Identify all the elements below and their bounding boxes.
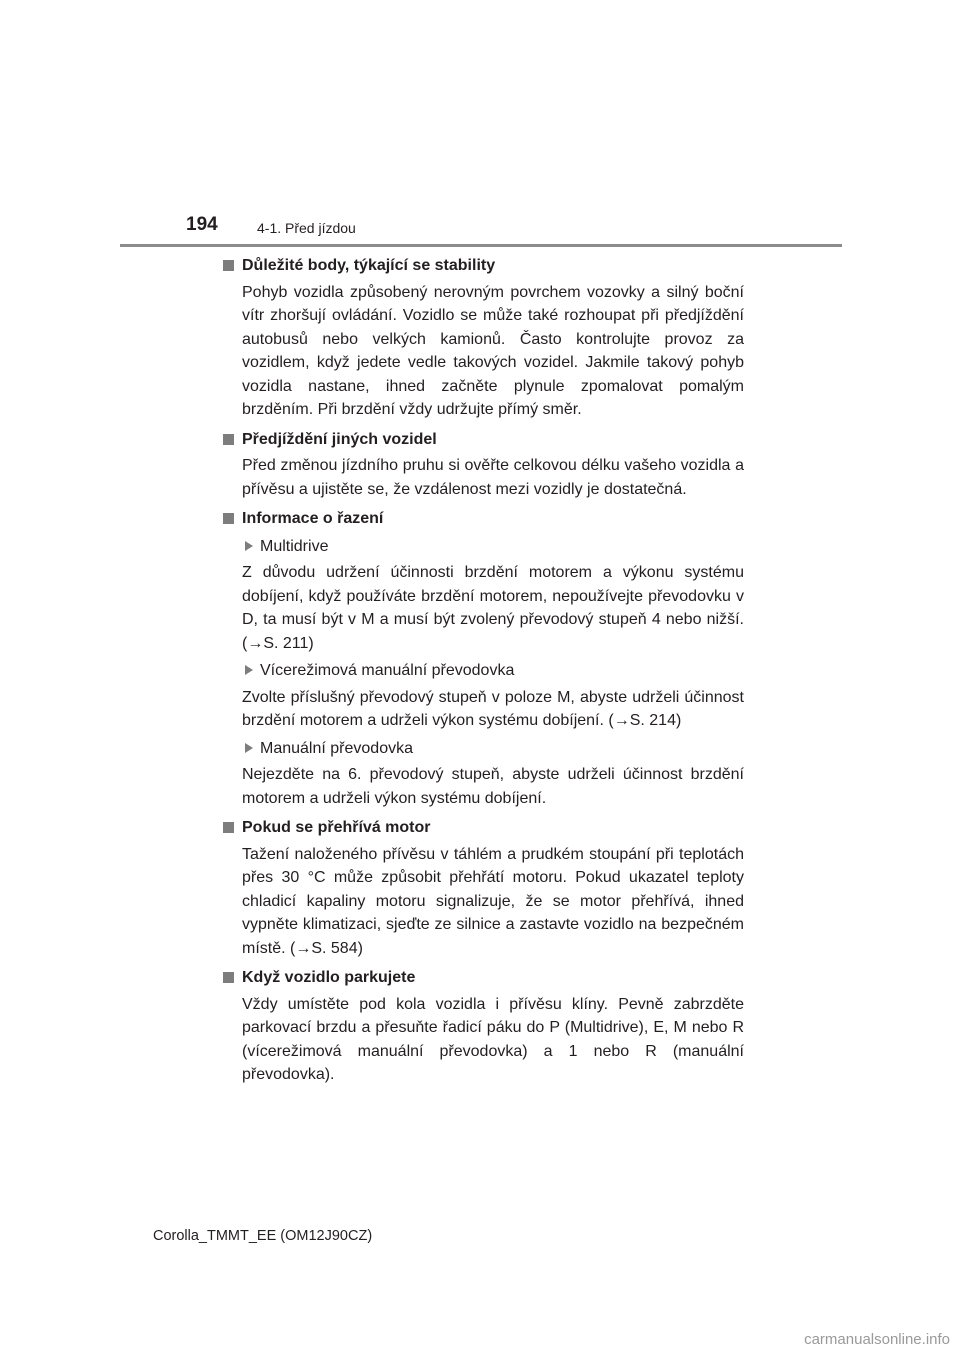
page-number: 194 xyxy=(186,214,218,235)
section-paragraph: Zvolte příslušný převodový stupeň v poloze M, abyste udrželi účinnost brzdění motorem a udrželi výkon systému dobíjení. (→S. 214) xyxy=(242,688,744,729)
watermark: carmanualsonline.info xyxy=(804,1331,950,1348)
section-heading xyxy=(222,966,744,990)
section-heading xyxy=(222,428,744,452)
square-bullet-icon xyxy=(223,972,234,983)
section-paragraph: Před změnou jízdního pruhu si ověřte celkovou délku vašeho vozidla a přívěsu a ujistěte se, že vzdálenost mezi vozidly je dostatečná. xyxy=(242,457,744,498)
subsection-label: Manuální převodovka xyxy=(260,739,413,757)
triangle-bullet-icon xyxy=(245,541,253,551)
section-paragraph: Z důvodu udržení účinnosti brzdění motorem a výkonu systému dobíjení, když používáte brzdění motorem, nepoužívejte převodovku v D, ta musí být v M a musí být zvolený převodový stupeň 4 nebo nižší. (→S. 211) xyxy=(242,564,744,652)
section-heading xyxy=(222,507,744,531)
triangle-bullet-icon xyxy=(245,743,253,753)
subsection-label: Vícerežimová manuální převodovka xyxy=(260,662,515,679)
section-heading xyxy=(222,816,744,840)
section-paragraph: Tažení naloženého přívěsu v táhlém a prudkém stoupání při teplotách přes 30 °C může způsobit přehřátí motoru. Pokud ukazatel teploty chladicí kapaliny motoru signalizuje, že se motor přehřívá, ihned vypněte klimatizaci, sjeďte ze silnice a zastavte vozidlo na bezpečném místě. (→S. 584) xyxy=(242,845,744,957)
square-bullet-icon xyxy=(223,434,234,445)
section-title: Předjíždění jiných vozidel xyxy=(242,430,437,448)
square-bullet-icon xyxy=(223,513,234,524)
square-bullet-icon xyxy=(223,260,234,271)
section-title: Pokud se přehřívá motor xyxy=(242,819,431,836)
section-reference: 4-1. Před jízdou xyxy=(257,220,356,236)
subsection-heading xyxy=(222,659,744,683)
section-paragraph: Nejezděte na 6. převodový stupeň, abyste udrželi účinnost brzdění motorem a udrželi výkon systému dobíjení. xyxy=(242,766,744,807)
section-paragraph: Vždy umístěte pod kola vozidla i přívěsu klíny. Pevně zabrzděte parkovací brzdu a přesuňte řadicí páku do P (Multidrive), E, M nebo R (vícerežimová manuální převodovka) a 1 nebo R (manuální převodovka). xyxy=(242,995,744,1083)
subsection-label: Multidrive xyxy=(260,537,329,555)
section-paragraph: Pohyb vozidla způsobený nerovným povrchem vozovky a silný boční vítr zhoršují ovládání. Vozidlo se může také rozhoupat při předjíždění autobusů nebo velkých kamionů. Často kontrolujte provoz za vozidlem, když jedete vedle takových vozidel. Jakmile takový pohyb vozidla nastane, ihned začněte plynule zpomalovat pomalým brzděním. Při brzdění vždy udržujte přímý směr. xyxy=(242,283,744,418)
section-title: Informace o řazení xyxy=(242,510,384,527)
header-divider xyxy=(120,244,842,247)
section-title: Když vozidlo parkujete xyxy=(242,969,416,986)
section-title: Důležité body, týkající se stability xyxy=(242,257,496,274)
subsection-heading xyxy=(222,535,744,559)
footer-manual-code: Corolla_TMMT_EE (OM12J90CZ) xyxy=(153,1228,373,1244)
square-bullet-icon xyxy=(223,822,234,833)
section-heading xyxy=(222,254,744,278)
page-content xyxy=(222,254,744,1090)
subsection-heading xyxy=(222,737,744,761)
triangle-bullet-icon xyxy=(245,665,253,675)
